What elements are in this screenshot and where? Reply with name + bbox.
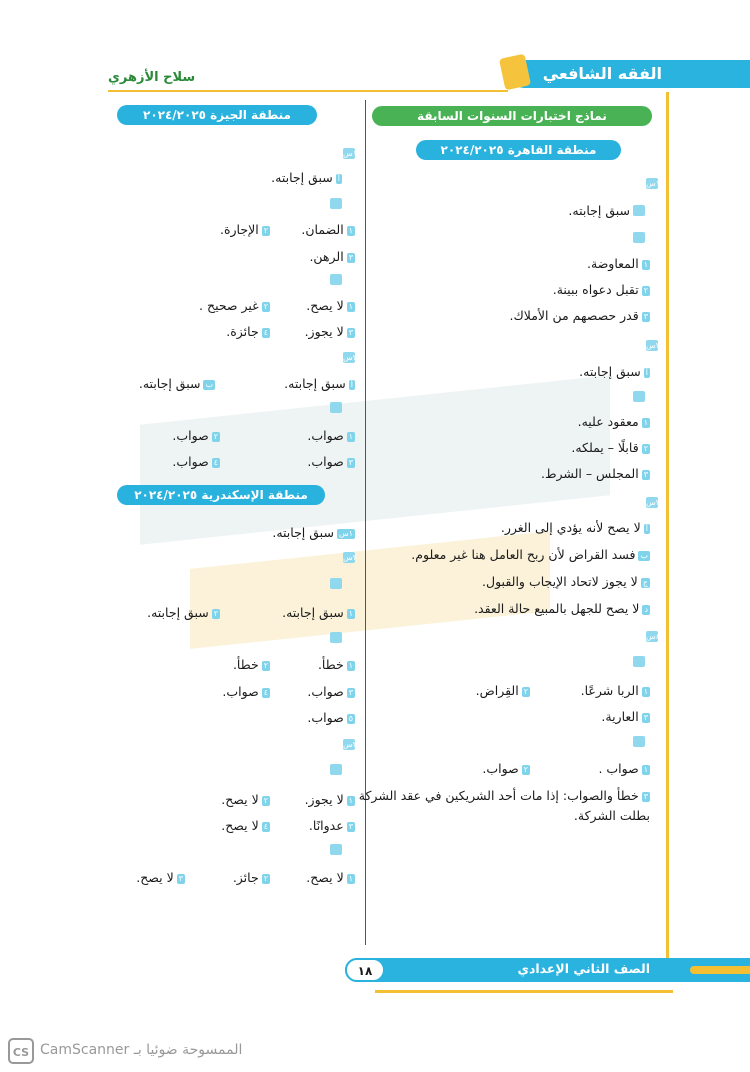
part-icon [330, 632, 342, 643]
answer-item: ٢القِراض. [475, 683, 528, 698]
answer-item: ٣الرهن. [309, 249, 353, 264]
answer-item: ٣لا يصح. [136, 870, 183, 885]
answer-item: ألا يصح لأنه يؤدي إلى الغرر. [500, 520, 648, 535]
answer-item: ١الربا شرعًا. [580, 683, 648, 698]
answer-text: سبق إجابته. [568, 203, 630, 218]
part-icon [330, 764, 342, 775]
answer-item: ٣لا يجوز. [304, 324, 353, 339]
part-icon [330, 578, 342, 589]
answer-item: بفسد القراض لأن ربح العامل هنا غير معلوم. [411, 547, 648, 562]
grade-label: الصف الثاني الإعدادي [517, 961, 650, 976]
answer-item: ١معقود عليه. [577, 414, 648, 429]
answer-item: ٢خطأ. [232, 657, 268, 672]
answer-text: أسبق إجابته. [271, 170, 340, 185]
answer-item: ١صواب . [598, 761, 648, 776]
answer-item: ٢تقبل دعواه ببينة. [552, 282, 648, 297]
answer-item: ٣عدوانًا. [308, 818, 353, 833]
answer-item: ٢لا يصح. [221, 792, 268, 807]
answer-item: ١خطأ. [317, 657, 353, 672]
question-label: ١س [343, 149, 358, 158]
part-icon [633, 232, 645, 243]
answer-item: ٢الإجارة. [220, 222, 268, 237]
part-icon [330, 198, 342, 209]
answer-item: ٢سبق إجابته. [147, 605, 218, 620]
part-icon [633, 205, 645, 216]
part-icon [633, 656, 645, 667]
answer-item: ٢غير صحيح . [199, 298, 268, 313]
part-icon [633, 736, 645, 747]
part-icon [330, 402, 342, 413]
answer-item: ٣العارية. [601, 709, 648, 724]
camscanner-logo: CS [8, 1038, 34, 1064]
question-label: ٣س [343, 740, 358, 749]
answer-item: جلا يجوز لاتحاد الإيجاب والقبول. [482, 574, 648, 589]
answer-item: ٣صواب. [307, 454, 353, 469]
answer-item: ٥صواب. [307, 710, 353, 725]
camscanner-text: الممسوحة ضوئيا بـ CamScanner [40, 1042, 243, 1058]
answer-item: ٢قابلًا – يملكه. [571, 440, 648, 455]
section-title: نماذج اختبارات السنوات السابقة [372, 106, 652, 126]
answer-item: ٢صواب. [172, 428, 218, 443]
region-title-giza: منطقة الجيزة ٢٠٢٤/٢٠٢٥ [117, 105, 317, 125]
answer-item-continued: بطلت الشركة. [573, 808, 650, 823]
question-label: ٣س [646, 498, 661, 507]
right-frame [666, 92, 669, 982]
answer-item: ٤صواب. [222, 684, 268, 699]
subject-title: الفقه الشافعي [542, 64, 662, 83]
answer-item: ٣المجلس – الشرط. [540, 466, 648, 481]
region-title-cairo: منطقة القاهرة ٢٠٢٤/٢٠٢٥ [416, 140, 621, 160]
footer-accent [690, 966, 750, 974]
column-divider [365, 100, 366, 945]
question-label: ٢س [343, 353, 358, 362]
part-icon [330, 274, 342, 285]
answer-item: ١الضمان. [301, 222, 353, 237]
answer-text: ١سسبق إجابته. [272, 525, 353, 540]
answer-item: ١لا يجوز. [304, 792, 353, 807]
question-label: ٢س [343, 553, 358, 562]
question-label: ٤س [646, 632, 661, 641]
part-icon [330, 844, 342, 855]
answer-item: ٤لا يصح. [221, 818, 268, 833]
answer-text: أسبق إجابته. [579, 364, 648, 379]
answer-item: ١صواب. [307, 428, 353, 443]
answer-text: بسبق إجابته. [138, 376, 213, 391]
answer-item: ٣قدر حصصهم من الأملاك. [509, 308, 648, 323]
answer-item: ٣خطأ والصواب: إذا مات أحد الشريكين في عقد الشركة [358, 788, 648, 803]
answer-text: أسبق إجابته. [284, 376, 353, 391]
answer-item: ١المعاوضة. [587, 256, 648, 271]
answer-item: ٤جائزة. [226, 324, 268, 339]
region-title-alexandria: منطقة الإسكندرية ٢٠٢٤/٢٠٢٥ [117, 485, 325, 505]
answer-item: ٢صواب. [482, 761, 528, 776]
answer-item: ٤صواب. [172, 454, 218, 469]
header-underline [108, 90, 508, 92]
answer-item: ١لا يصح. [306, 870, 353, 885]
question-label: ٢س [646, 341, 661, 350]
answer-item: دلا يصح للجهل بالمبيع حالة العقد. [474, 601, 648, 616]
answer-item: ٣صواب. [307, 684, 353, 699]
answer-item: ١لا يصح. [306, 298, 353, 313]
part-icon [633, 391, 645, 402]
brand-logo: سلاح الأزهري [108, 70, 196, 85]
footer-frame [375, 990, 673, 993]
question-label: ١س [646, 179, 661, 188]
answer-item: ١سبق إجابته. [282, 605, 353, 620]
answer-item: ٢جائز. [232, 870, 268, 885]
page-number: ١٨ [345, 958, 385, 982]
